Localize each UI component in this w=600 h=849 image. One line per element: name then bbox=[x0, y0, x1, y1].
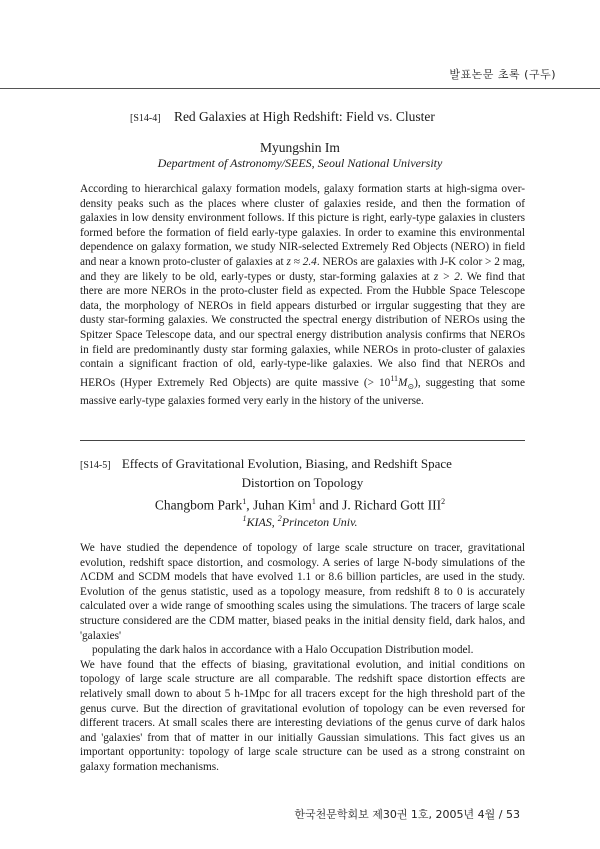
running-footer: 한국천문학회보 제30권 1호, 2005년 4월 / 53 bbox=[294, 808, 520, 821]
article1-abstract: According to hierarchical galaxy formation models, galaxy formation starts at high-sigma over-density peaks such as the places where cluster of galaxies reside, and then the formation of galaxies in low density environment follows. If this picture is right, early-type galaxies in clusters formed before the formation of field early-type galaxies. In order to examine this environmental dependence on galaxy formation, we study NIR-selected Extremely Red Objects (NERO) in field and near a known proto-cluster of galaxies at z ≈ 2.4. NEROs are galaxies with J-K color > 2 mag, and they are likely to be old, early-types or dusty, star-forming galaxies at z > 2. We find that there are more NEROs in the proto-cluster field as expected. From the Hubble Space Telescope data, the morphology of NEROs in field appears disturbed or irrgular suggesting that they are dusty star-forming galaxies. We constructed the spectral energy distribution of NEROs using the Spitzer Space Telescope data, and our spectral energy distribution analysis confirms that NEROs in field are predominantly dusty star forming galaxies, while NEROs in proto-cluster of galaxies contain a significant fraction of old, early-type-like galaxies. We also find that NEROs and HEROs (Hyper Extremely Red Objects) are quite massive (> $10^{11}M_⊙$), suggesting that some massive early-type galaxies formed very early in the history of the universe. bbox=[80, 183, 525, 408]
article2-affiliations: $^1$KIAS, $^2$Princeton Univ. bbox=[242, 514, 358, 529]
section-divider bbox=[80, 440, 525, 441]
article2-abstract: We have studied the dependence of topology of large scale structure on tracer, gravitational evolution, redshift space distortion, and cosmology. A series of large N-body simulations of the ΛCDM and SCDM models that have evolved 1.1 or 8.6 billion particles, are used in the study. Evolution of the genus statistic, used as a topology measure, from redshift 8 to 0 is accurately calculated over a wide range of smoothing scales using the simulations. The tracers of large scale structure considered are the CDM matter, biased peaks in the initial density field, dark halos, and 'galaxies' populating the dark halos in accordance with a Halo Occupation Distribution model. We have found that the effects of biasing, gravitational evolution, and initial conditions on topology of large scale structure are all comparable. The redshift space distortion effects are relatively small down to about 5 h-1Mpc for all tracers except for the high threshold part of the genus curve. But the direction of gravitational evolution of topology can be even reversed for different tracers. At small scales there are interesting deviations of the genus curve of dark halos and 'galaxies' from that of matter in our initially Gaussian simulations. This fact gives us an important opportunity: topology of large scale structure can be used as a strong constraint on galaxy formation mechanisms. bbox=[80, 542, 525, 773]
solar-mass-symbol: M bbox=[398, 376, 408, 389]
article1-title: Red Galaxies at High Redshift: Field vs. Cluster bbox=[173, 109, 435, 124]
mass-exponent: 11 bbox=[390, 373, 399, 383]
article2-title bbox=[80, 455, 525, 491]
header-rule bbox=[0, 88, 600, 89]
article2-title-line2: Distortion on Topology bbox=[241, 475, 364, 490]
sun-symbol: ⊙ bbox=[407, 381, 415, 391]
article1-affiliation: Department of Astronomy/SEES, Seoul National University bbox=[157, 156, 443, 170]
article2-authors: Changbom Park$^1$, Juhan Kim$^1$ and J. Richard Gott III$^2$ bbox=[154, 497, 446, 513]
running-header: 발표논문 초록 (구두) bbox=[449, 68, 556, 81]
article2-code: [S14-5] bbox=[80, 460, 111, 471]
article1-author: Myungshin Im bbox=[260, 140, 340, 155]
article1-code: [S14-4] bbox=[130, 113, 161, 124]
redshift-value-1: z ≈ 2.4 bbox=[286, 255, 317, 268]
article2-title-line1: Effects of Gravitational Evolution, Biasing, and Redshift Space bbox=[121, 456, 452, 471]
article1-title-line bbox=[130, 109, 540, 125]
redshift-value-2: z > 2 bbox=[433, 270, 460, 283]
